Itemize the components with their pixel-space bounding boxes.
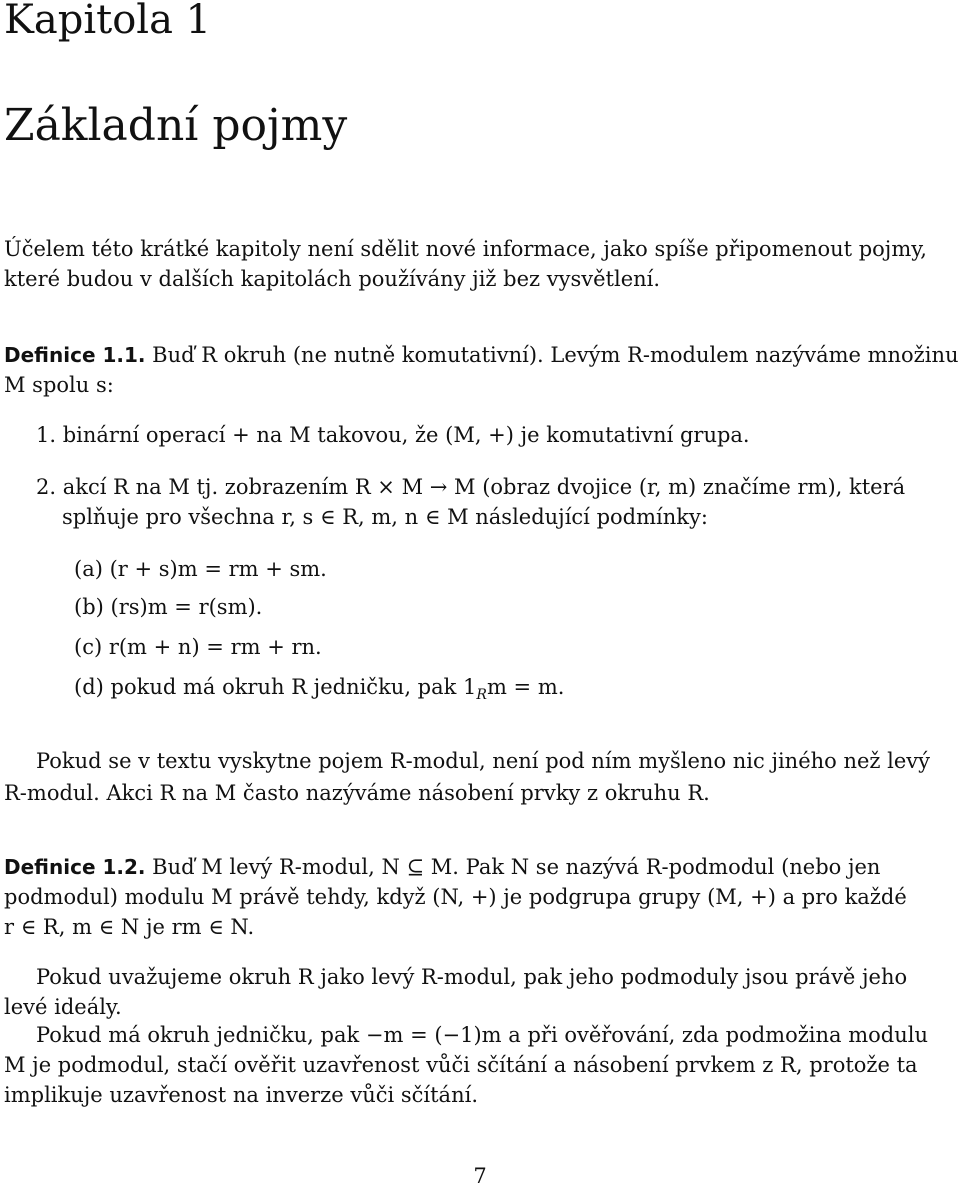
- note-3-line-3: implikuje uzavřenost na inverze vůči sčítání.: [4, 1083, 478, 1107]
- definition-2-line-2: podmodul) modulu M právě tehdy, když (N, +) je podgrupa grupy (M, +) a pro každé: [4, 885, 907, 909]
- condition-d: [74, 672, 564, 710]
- condition-b: (b) (rs)m = r(sm).: [74, 595, 263, 619]
- condition-d-end: m = m.: [486, 675, 565, 699]
- note-3-line-1: Pokud má okruh jedničku, pak −m = (−1)m a při ověřování, zda podmožina modulu: [36, 1023, 928, 1047]
- condition-d-subscript: R: [476, 687, 487, 704]
- definition-2-line-3: r ∈ R, m ∈ N je rm ∈ N.: [4, 915, 255, 939]
- note-2-line-1: Pokud uvažujeme okruh R jako levý R-modul, pak jeho podmoduly jsou právě jeho: [36, 965, 908, 989]
- condition-a: (a) (r + s)m = rm + sm.: [74, 557, 327, 581]
- definition-1-item-1: 1. binární operací + na M takovou, že (M, +) je komutativní grupa.: [36, 423, 750, 447]
- definition-1-item-2-cont: splňuje pro všechna r, s ∈ R, m, n ∈ M následující podmínky:: [62, 505, 708, 529]
- note-1-line-2: R-modul. Akci R na M často nazýváme násobení prvky z okruhu R.: [4, 781, 710, 805]
- note-2-line-2: levé ideály.: [4, 995, 122, 1019]
- definition-2-label: Definice 1.2.: [4, 855, 146, 879]
- chapter-title: Základní pojmy: [4, 100, 348, 151]
- definition-1-line-1: [4, 340, 959, 370]
- note-3-line-2: M je podmodul, stačí ověřit uzavřenost vůči sčítání a násobení prvkem z R, protože ta: [4, 1053, 918, 1077]
- condition-c: (c) r(m + n) = rm + rn.: [74, 635, 322, 659]
- page-number: 7: [473, 1164, 487, 1188]
- note-1-line-1: Pokud se v textu vyskytne pojem R-modul, není pod ním myšleno nic jiného než levý: [36, 749, 931, 773]
- chapter-label: Kapitola 1: [4, 0, 212, 43]
- definition-1-line-2: M spolu s:: [4, 373, 114, 397]
- condition-d-text: (d) pokud má okruh R jedničku, pak 1: [74, 675, 477, 699]
- intro-line-1: Účelem této krátké kapitoly není sdělit nové informace, jako spíše připomenout pojmy,: [4, 237, 927, 261]
- definition-1-item-2: 2. akcí R na M tj. zobrazením R × M → M (obraz dvojice (r, m) značíme rm), která: [36, 475, 906, 499]
- definition-1-label: Definice 1.1.: [4, 343, 146, 367]
- definition-2-line-1: [4, 852, 880, 882]
- intro-line-2: které budou v dalších kapitolách používány již bez vysvětlení.: [4, 267, 661, 291]
- definition-1-text: Buď R okruh (ne nutně komutativní). Levým R-modulem nazýváme množinu: [145, 343, 959, 367]
- definition-2-text: Buď M levý R-modul, N ⊆ M. Pak N se nazývá R-podmodul (nebo jen: [145, 855, 881, 879]
